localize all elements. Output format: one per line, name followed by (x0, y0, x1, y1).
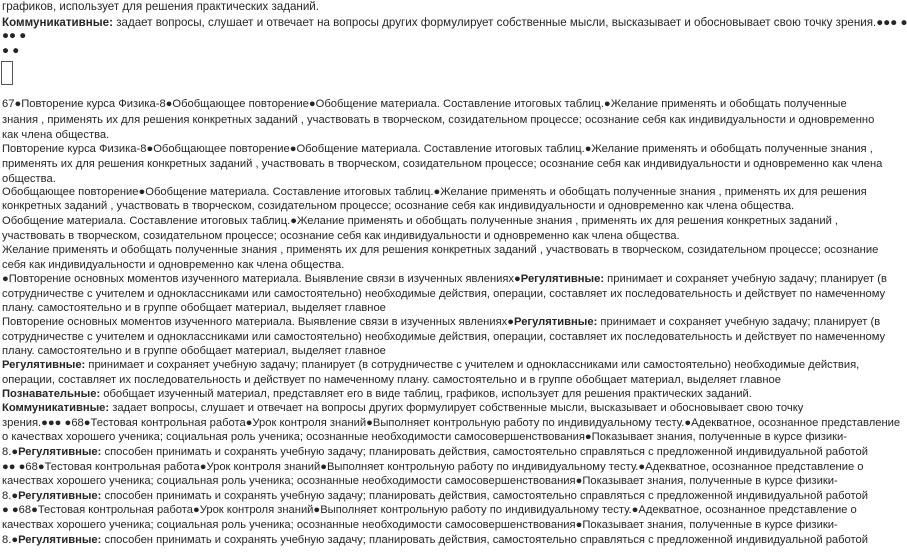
text-line (2, 287, 885, 301)
text-line (2, 97, 847, 111)
text-line (2, 185, 867, 199)
text-line (2, 214, 838, 228)
text-run: 8.● (2, 490, 19, 502)
text-run: 8.● (2, 534, 19, 546)
bold-label: Регулятивные: (514, 316, 598, 328)
text-run: способен принимать и сохранять учебную задачу; планировать действия, самостоятельно справляться с предложенной индивидуальной работой (101, 534, 868, 546)
text-run: как члена общества. (2, 129, 110, 141)
text-line (2, 460, 864, 474)
text-run: принимает и сохраняет учебную задачу; планирует (в сотрудничестве с учителем и одноклассниками или самостоятельно) необходимые действия, (85, 359, 860, 371)
empty-table-cell (1, 61, 13, 85)
text-run: 68●Тестовая контрольная работа●Урок контроля знаний●Выполняет контрольную работу по индивидуальному тесту.●Адекватное, осознанное представление (71, 417, 901, 429)
text-run: обобщает изученный материал, представляет его в виде таблиц, графиков, использует для решения практических заданий. (100, 388, 752, 400)
text-run: себя как индивидуальности и одновременно как члена общества. (2, 259, 345, 271)
text-run: 68●Тестовая контрольная работа●Урок контроля знаний●Выполняет контрольную работу по индивидуальному тесту.●Адекватное, осознанное представление о (18, 504, 857, 516)
text-run: конкретных заданий , участвовать в творческом, созидательном процессе; осознание себя как индивидуальности и одновременно как члена общества. (2, 200, 795, 212)
text-line (2, 0, 319, 14)
text-line (2, 16, 907, 30)
text-run: Обобщение материала. Составление итоговых таблиц.●Желание применять и обобщать полученные знания , применять их для решения конкретных заданий , (2, 215, 839, 227)
text-line (2, 315, 880, 329)
text-run: 67●Повторение курса Физика-8●Обобщающее повторение●Обобщение материала. Составление итоговых таблиц.●Желание применять и обобщать полученные (2, 98, 847, 110)
text-line (2, 518, 838, 532)
text-run: Обобщающее повторение●Обобщение материала. Составление итоговых таблиц.●Желание применять и обобщать полученные знания , применять их для решения (2, 186, 867, 198)
text-line (2, 503, 857, 517)
bold-label: ●● ● (2, 461, 26, 473)
text-line (2, 142, 873, 156)
bold-label: ●● ● (2, 29, 27, 42)
text-run: Повторение курса Физика-8●Обобщающее повторение●Обобщение материала. Составление итоговых таблиц.●Желание применять и обобщать полученные знания , (2, 143, 873, 155)
bold-label: Регулятивные: (18, 446, 102, 458)
bold-label: ● ● (2, 44, 20, 57)
text-run: 68●Тестовая контрольная работа●Урок контроля знаний●Выполняет контрольную работу по индивидуальному тесту.●Адекватное, осознанное представление о (25, 461, 864, 473)
text-line (2, 416, 900, 430)
text-line (2, 401, 803, 415)
text-run: качествах хорошего ученика; социальная роль ученика; осознанные необходимости самосовершенствования●Показывает знания, полученные в курсе физики- (2, 475, 838, 487)
text-line (2, 258, 344, 272)
text-line (2, 229, 680, 243)
text-line (2, 445, 868, 459)
text-line (2, 344, 386, 358)
bold-label: Регулятивные: (520, 273, 605, 285)
text-run: Повторение основных моментов изученного материала. Выявление связи в изученных явлениях● (2, 316, 515, 328)
text-line (2, 172, 56, 186)
text-line (2, 157, 882, 171)
text-line (2, 272, 887, 286)
text-run: способен принимать и сохранять учебную задачу; планировать действия, самостоятельно справляться с предложенной индивидуальной работой (101, 490, 868, 502)
bold-label: Регулятивные: (18, 534, 102, 546)
bold-label: Познавательные: (2, 388, 101, 400)
text-line (2, 533, 868, 547)
text-line (2, 301, 386, 315)
text-run: операции, составляет их последовательность и действует по намеченному плану. самостоятельно и в группе обобщает материал, выделяет главное (2, 374, 781, 386)
text-run: качествах хорошего ученика; социальная роль ученика; осознанные необходимости самосовершенствования●Показывает знания, полученные в курсе физики- (2, 519, 838, 531)
text-line (2, 128, 109, 142)
text-run: 8.● (2, 446, 19, 458)
text-run: сотрудничестве с учителем и одноклассниками или самостоятельно) необходимые действия, операции, составляет их последовательность и действует по намеченному (2, 288, 886, 300)
bold-label: Коммуникативные: (2, 402, 110, 414)
text-run: плану. самостоятельно и в группе обобщает материал, выделяет главное (2, 345, 386, 357)
text-run: графиков, использует для решения практических заданий. (2, 0, 320, 13)
text-run: принимает и сохраняет учебную задачу; планирует (в (597, 316, 881, 328)
text-line (2, 29, 26, 43)
text-line (2, 113, 874, 127)
text-line (2, 243, 878, 257)
text-run: знания , применять их для решения конкретных заданий , участвовать в творческом, созидательном процессе; осознание себя как индивидуальности и одновременно (2, 114, 875, 126)
text-line (2, 430, 847, 444)
text-run: способен принимать и сохранять учебную задачу; планировать действия, самостоятельно справляться с предложенной индивидуальной работой (101, 446, 868, 458)
text-run: плану. самостоятельно и в группе обобщает материал, выделяет главное (2, 302, 386, 314)
text-line (2, 44, 19, 58)
text-run: зрения. (2, 417, 42, 429)
text-run: о качествах хорошего ученика; социальная роль ученика; осознанные необходимости самосовершенствования●Показывает знания, полученные в курсе физики- (2, 431, 848, 443)
text-line (2, 489, 868, 503)
text-line (2, 330, 885, 344)
text-run: Желание применять и обобщать полученные знания , применять их для решения конкретных заданий , участвовать в творческом, созидательном процессе; осознание (2, 244, 879, 256)
text-run: принимает и сохраняет учебную задачу; планирует (в (604, 273, 887, 285)
text-run: общества. (2, 173, 56, 185)
text-run: ●Повторение основных моментов изученного материала. Выявление связи в изученных явлениях● (2, 273, 521, 285)
bold-label: Регулятивные: (18, 490, 102, 502)
text-run: участвовать в творческом, созидательном процессе; осознание себя как индивидуальности и одновременно как члена общества. (2, 230, 680, 242)
text-line (2, 373, 781, 387)
text-run: применять их для решения конкретных заданий , участвовать в творческом, созидательном процессе; осознание себя как индивидуальности и одновременно как члена (2, 158, 883, 170)
text-run: сотрудничестве с учителем и одноклассниками или самостоятельно) необходимые действия, операции, составляет их последовательность и действует по намеченному (2, 331, 886, 343)
text-line (2, 199, 794, 213)
bold-label: ● ● (2, 504, 19, 516)
text-run: задает вопросы, слушает и отвечает на вопросы других формулирует собственные мысли, высказывает и обосновывает свою точку зрения.●●● ● (112, 16, 907, 29)
text-line (2, 358, 859, 372)
bold-label: ●●● ● (41, 417, 72, 429)
text-run: задает вопросы, слушает и отвечает на вопросы других формулирует собственные мысли, высказывает и обосновывает свою точку (109, 402, 804, 414)
text-line (2, 474, 838, 488)
bold-label: Коммуникативные: (2, 16, 113, 29)
text-line (2, 387, 752, 401)
bold-label: Регулятивные: (2, 359, 86, 371)
